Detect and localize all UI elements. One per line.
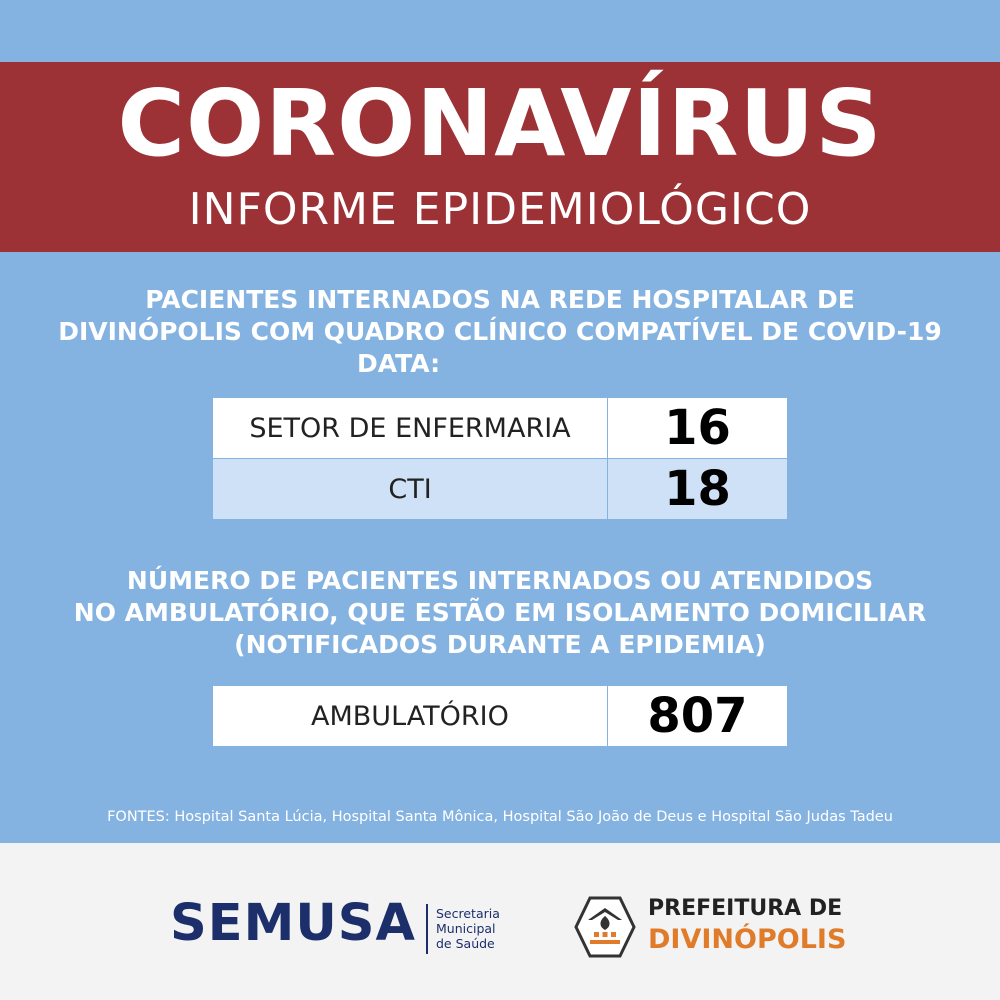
hospitalized-heading-line: PACIENTES INTERNADOS NA REDE HOSPITALAR DE: [145, 285, 855, 314]
isolation-heading-line: NO AMBULATÓRIO, QUE ESTÃO EM ISOLAMENTO DOMICILIAR: [73, 598, 927, 627]
semusa-subtitle: [436, 906, 500, 951]
ward-value: 16: [608, 398, 788, 459]
hospitalized-heading: [0, 284, 1000, 380]
semusa-subtitle-line: Municipal: [436, 921, 496, 936]
city-emblem-icon: [574, 896, 636, 958]
table-row: [213, 686, 788, 747]
semusa-divider: [426, 904, 428, 954]
ward-label: SETOR DE ENFERMARIA: [213, 398, 608, 459]
page-subtitle: INFORME EPIDEMIOLÓGICO: [188, 184, 812, 235]
semusa-logo: SEMUSA: [170, 894, 416, 953]
sources-text: FONTES: Hospital Santa Lúcia, Hospital Santa Mônica, Hospital São João de Deus e Hospital São Judas Tadeu: [107, 809, 893, 825]
table-row: [213, 398, 788, 459]
isolation-heading-line: NÚMERO DE PACIENTES INTERNADOS OU ATENDIDOS: [126, 566, 874, 595]
prefeitura-line2: DIVINÓPOLIS: [648, 924, 847, 955]
isolation-table: [212, 685, 788, 747]
hospitalized-heading-line: DIVINÓPOLIS COM QUADRO CLÍNICO COMPATÍVEL DE COVID-19: [58, 317, 942, 346]
outpatient-value: 807: [607, 686, 787, 747]
date-label: DATA:: [357, 349, 441, 378]
icu-label: CTI: [213, 459, 608, 520]
outpatient-label: AMBULATÓRIO: [213, 686, 608, 747]
semusa-subtitle-line: de Saúde: [436, 936, 495, 951]
footer: [0, 843, 1000, 1000]
table-row: [213, 459, 788, 520]
semusa-subtitle-line: Secretaria: [436, 906, 500, 921]
isolation-heading: [0, 565, 1000, 661]
page-title: CORONAVÍRUS: [117, 70, 883, 177]
icu-value: 18: [608, 459, 788, 520]
hospitalized-table: [212, 397, 788, 520]
prefeitura-line1: PREFEITURA DE: [648, 896, 843, 921]
isolation-heading-line: (NOTIFICADOS DURANTE A EPIDEMIA): [234, 630, 766, 659]
